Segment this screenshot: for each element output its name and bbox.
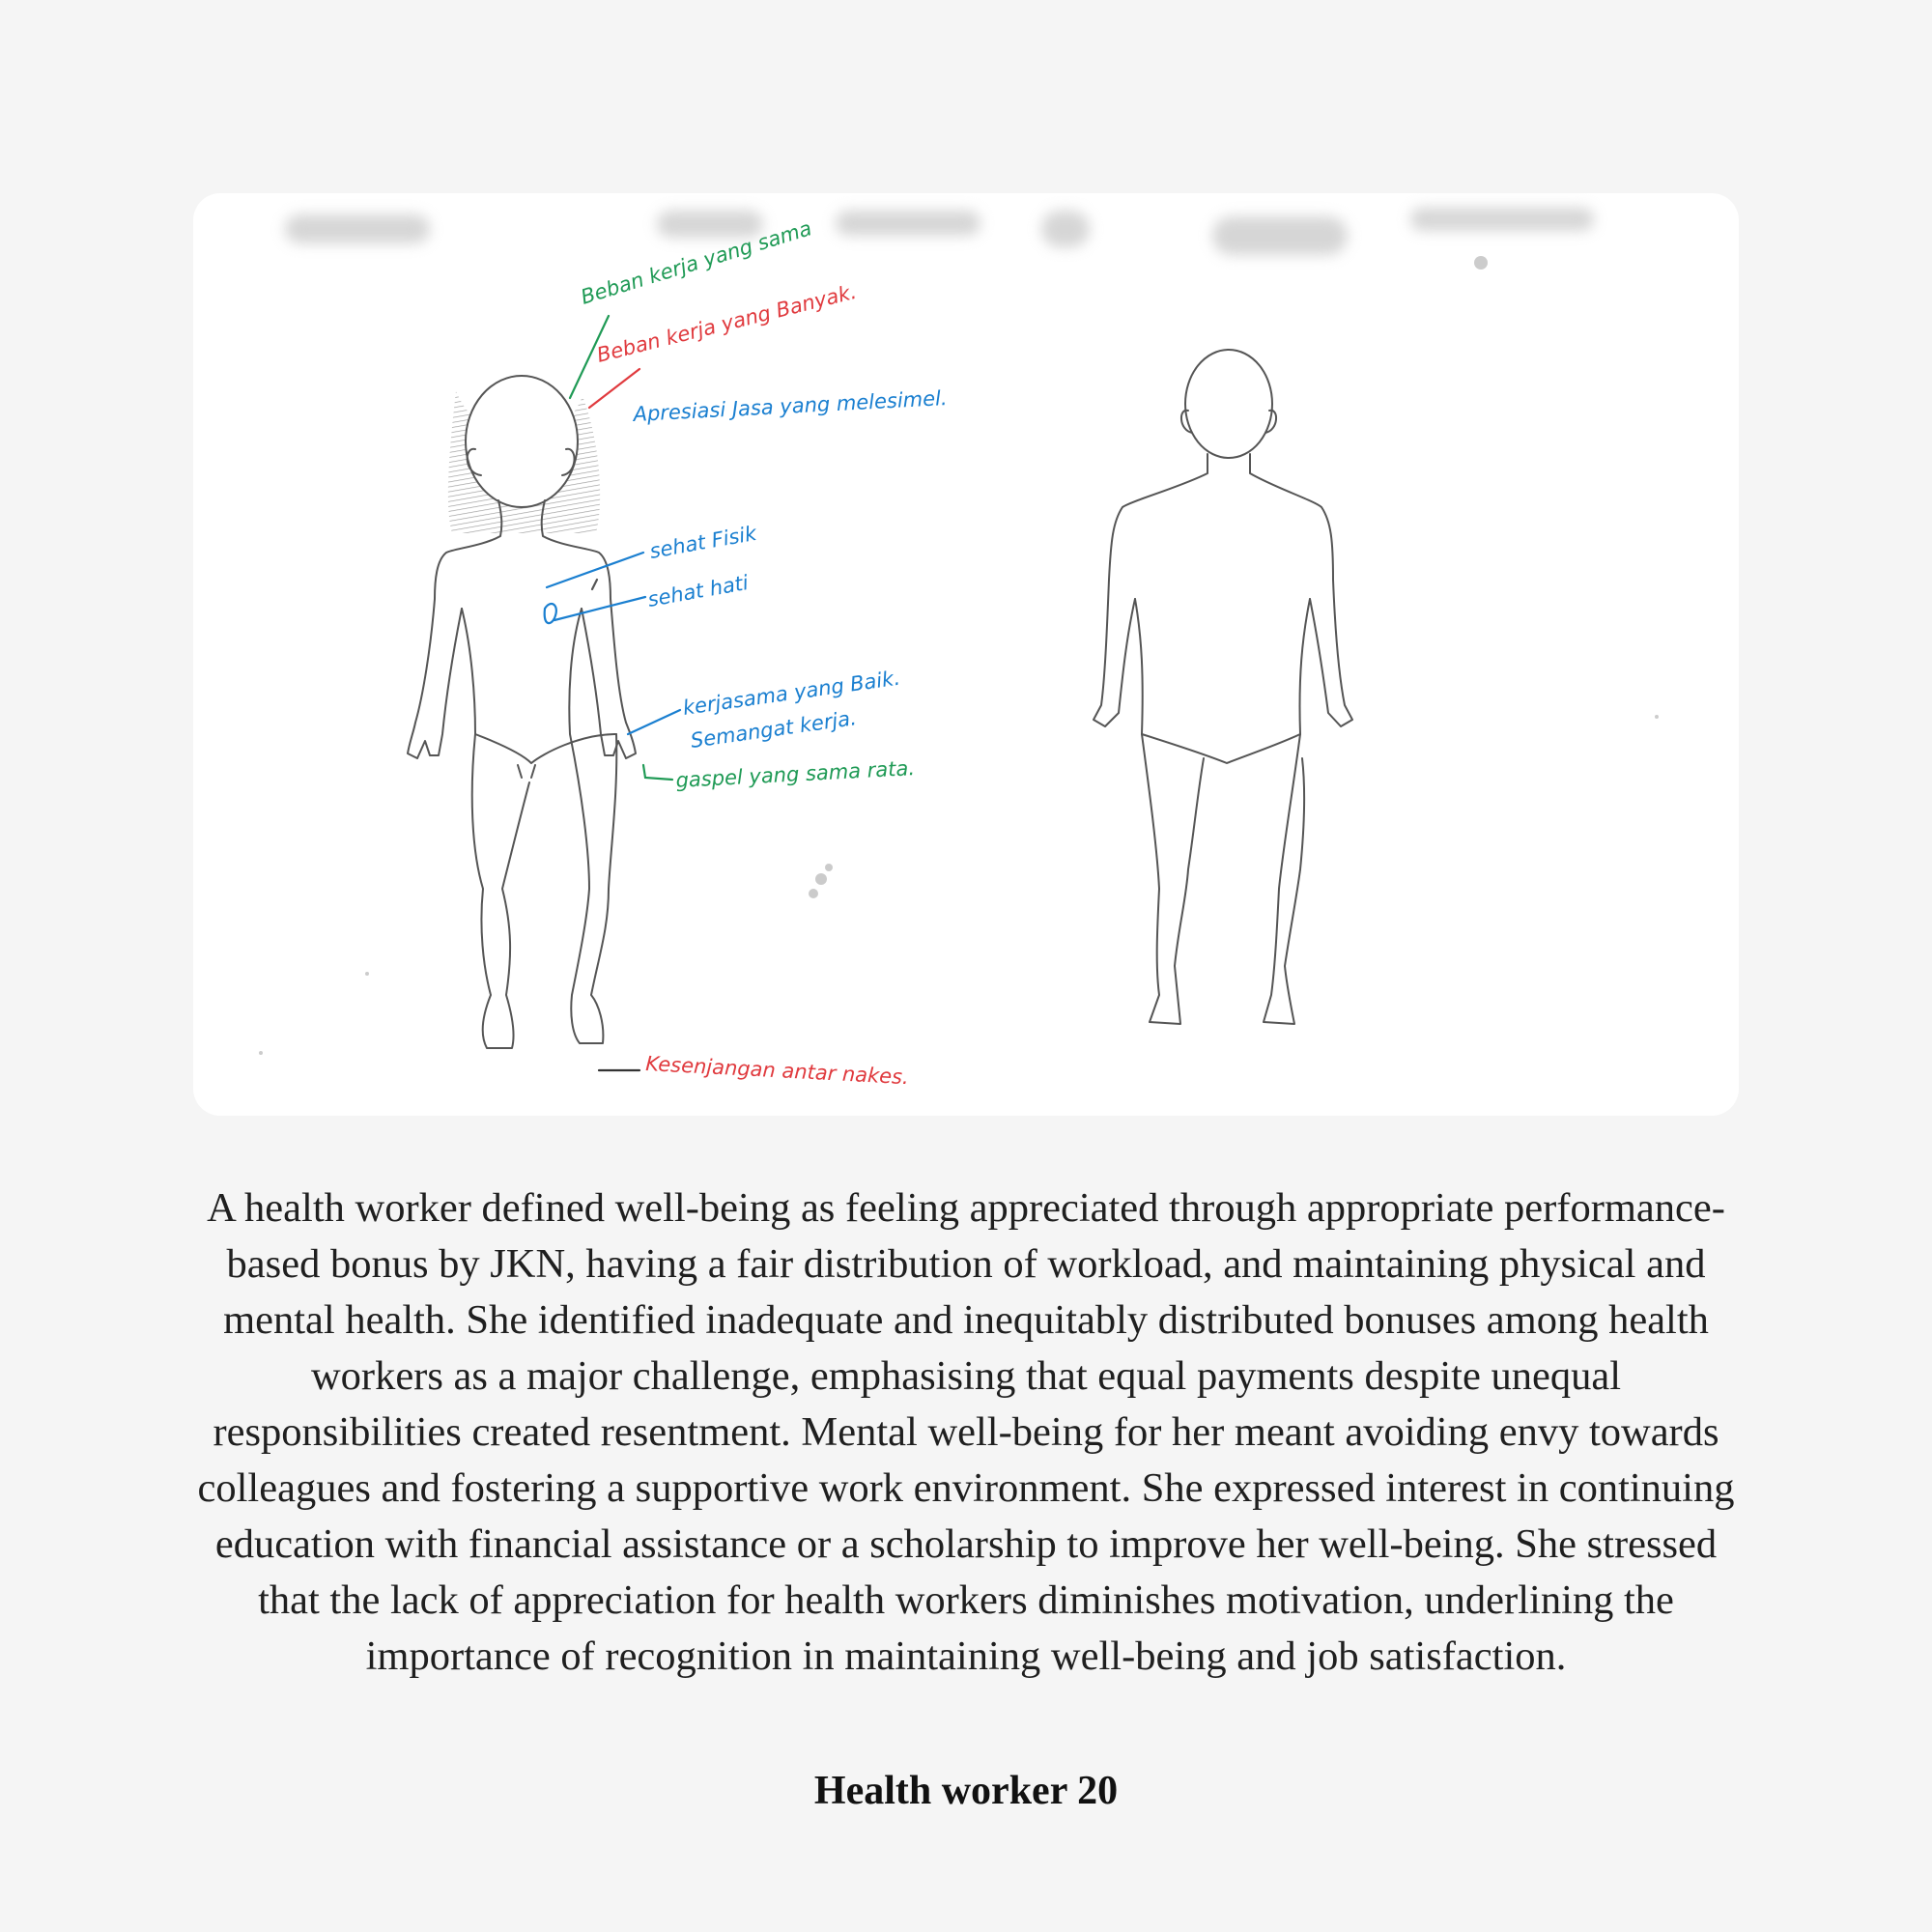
annotation-teamwork: kerjasama yang Baik. (681, 666, 902, 720)
annotation-appreciation: Apresiasi Jasa yang melesimel. (633, 386, 949, 426)
caption-text: A health worker defined well-being as feeling appreciated through appropriate performance-based bonus by JKN, having a fair distribution of workload, and maintaining physical and mental health. She identified inadequate and inequitably distributed bonuses among health workers as a major challenge, emphasising that equal payments despite unequal responsibilities created resentment. Mental well-being for her meant avoiding envy towards colleagues and fostering a supportive work environment. She expressed interest in continuing education with financial assistance or a scholarship to improve her well-being. She stressed that the lack of appreciation for health workers diminishes motivation, underlining the importance of recognition in maintaining well-being and job satisfaction. (197, 1185, 1735, 1679)
head (1185, 350, 1272, 458)
annotation-workload-equal: Beban kerja yang sama (578, 216, 814, 309)
annotation-physical-health: sehat Fisik (647, 521, 758, 563)
annotation-workload-heavy: Beban kerja yang Banyak. (594, 279, 859, 367)
annotation-bonus-equal: gaspel yang sama rata. (675, 756, 916, 792)
annotation-inequality: Kesenjangan antar nakes. (644, 1052, 910, 1090)
male-figure (1094, 350, 1352, 1024)
female-figure (408, 376, 636, 1048)
paper-smudges (259, 256, 1659, 1055)
participant-label: Health worker 20 (813, 1769, 1119, 1813)
drawing-card (193, 193, 1739, 1116)
annotation-work-spirit: Semangat kerja. (689, 706, 859, 753)
annotation-mental-health: sehat hati (645, 571, 751, 611)
head (466, 376, 578, 507)
body-map-drawing (193, 193, 1739, 1116)
